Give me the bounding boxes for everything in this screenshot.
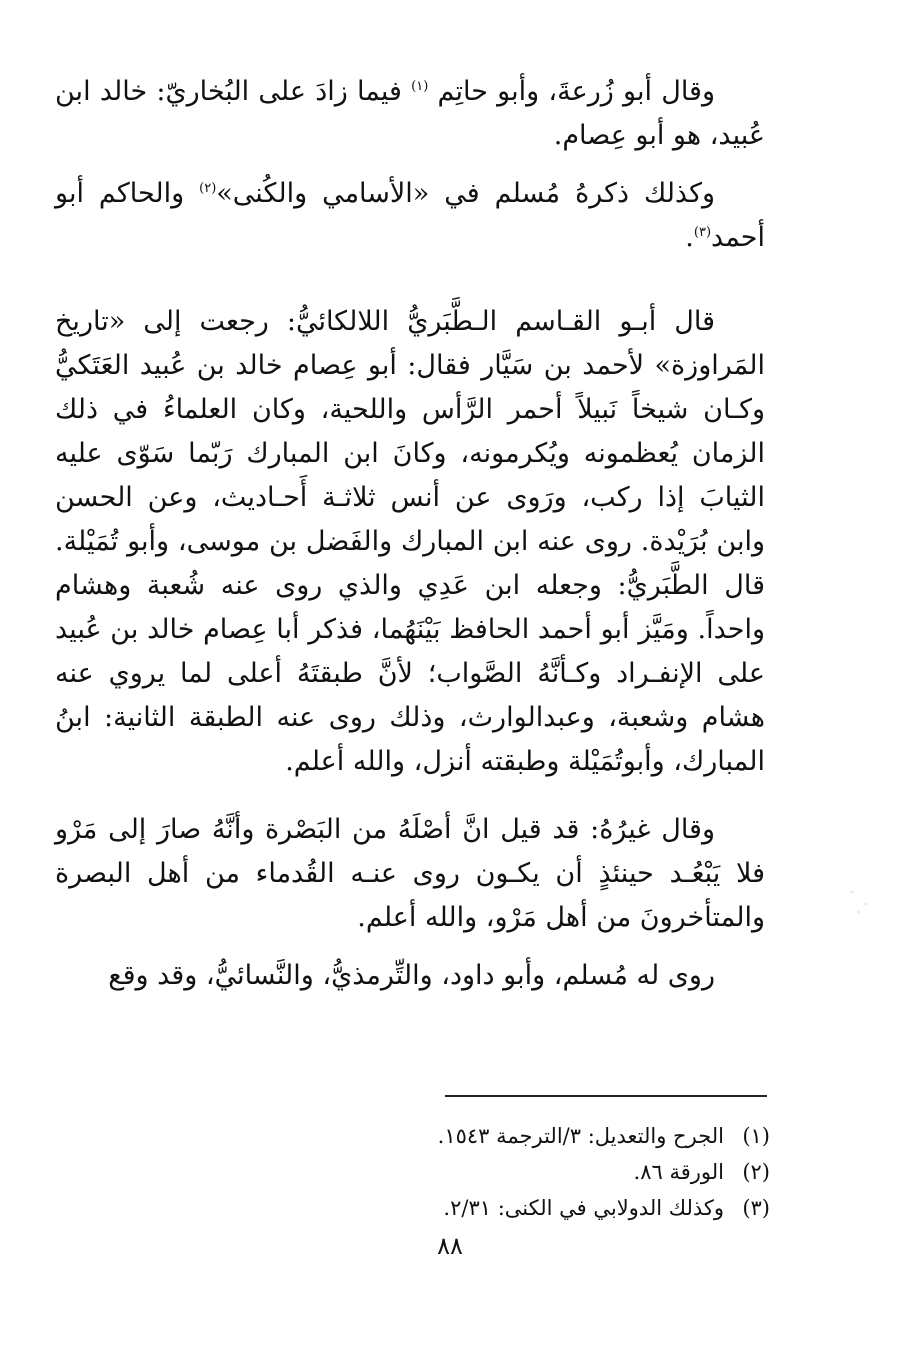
footnote-divider [445,1095,767,1097]
footnotes [150,1118,770,1226]
paragraph-3-text: قال أبـو القـاسم الـطَّبَريُّ اللالكائيُّ: رجعت إلى «تاريخ المَراوزة» لأحمد بن سَيَّار فقال: أبو عِصام خالد بن عُبيد العَتَكيُّ وكـان شيخاً نَبيلاً أحمر الرَّأس واللحية، وكان العلماءُ في ذلك الزمان يُعظمونه ويُكرمونه، وكانَ ابن المبارك رَبّما سَوّى عليه الثيابَ إذا ركب، ورَوى عن أنس ثلاثـة أَحـاديث، وعن الحسن وابن بُرَيْدة. روى عنه ابن المبارك والفَضل بن موسى، وأبو تُمَيْلة. قال الطَّبَريُّ: وجعله ابن عَدِي والذي روى عنه شُعبة وهشام واحداً. ومَيَّز أبو أحمد الحافظ بَيْنَهُما، فذكر أبا عِصام خالد بن عُبيد على الإنفـراد وكـأنَّهُ الصَّواب؛ لأنَّ طبقتَهُ أعلى لما يروي عنه هشام وشعبة، وعبدالوارث، وذلك روى عنه الطبقة الثانية: ابنُ المبارك، وأبوتُمَيْلة وطبقته أنزل، والله أعلم. [55,306,765,777]
footnote-ref-2[interactable]: (٢) [199,181,217,196]
footnote-1 [150,1118,770,1154]
footnote-2 [150,1154,770,1190]
paragraph-4 [55,808,765,940]
paragraph-1 [55,70,765,158]
footnote-3-text: وكذلك الدولابي في الكنى: ٢/٣١. [443,1196,724,1220]
footnote-3-number: (٣) [742,1196,770,1220]
paragraph-3 [55,300,765,784]
paragraph-2-text-before: وكذلك ذكرهُ مُسلم في «الأسامي والكُنى» [216,178,715,209]
footnote-1-number: (١) [742,1124,770,1148]
footnote-ref-1[interactable]: (١) [411,79,429,94]
paragraph-4-text: وقال غيرُهُ: قد قيل انَّ أصْلَهُ من البَصْرة وأنَّهُ صارَ إلى مَرْو فلا يَبْعُـد حينئذٍ أن يكـون روى عنـه القُدماء من أهل البصرة والمتأخرونَ من أهل مَرْو، والله أعلم. [55,814,765,933]
paragraph-2-end: . [685,222,694,253]
paragraph-1-line-2: فيما زادَ على البُخاريّ: خالد [99,76,402,107]
scan-speck [845,880,879,920]
paragraph-1-line-1: وقال أبو زُرعةَ، وأبو حاتِم [437,76,716,107]
paragraph-1-line-3: ابن عُبيد، هو أبو عِصام. [55,76,765,151]
page-body [55,70,765,998]
paragraph-5 [55,954,765,998]
footnote-2-number: (٢) [742,1160,770,1184]
page-number: ٨٨ [437,1232,463,1260]
footnote-1-text: الجرح والتعديل: ٣/الترجمة ١٥٤٣. [437,1124,724,1148]
footnote-2-text: الورقة ٨٦. [633,1160,724,1184]
paragraph-5-text: روى له مُسلم، وأبو داود، والتِّرمذيُّ، والنَّسائيُّ، وقد وقع [108,960,715,991]
paragraph-2-text-after: والحاكم أبو أحمد [55,178,765,253]
footnote-3 [150,1190,770,1226]
paragraph-2 [55,172,765,260]
footnote-ref-3[interactable]: (٣) [693,225,712,240]
